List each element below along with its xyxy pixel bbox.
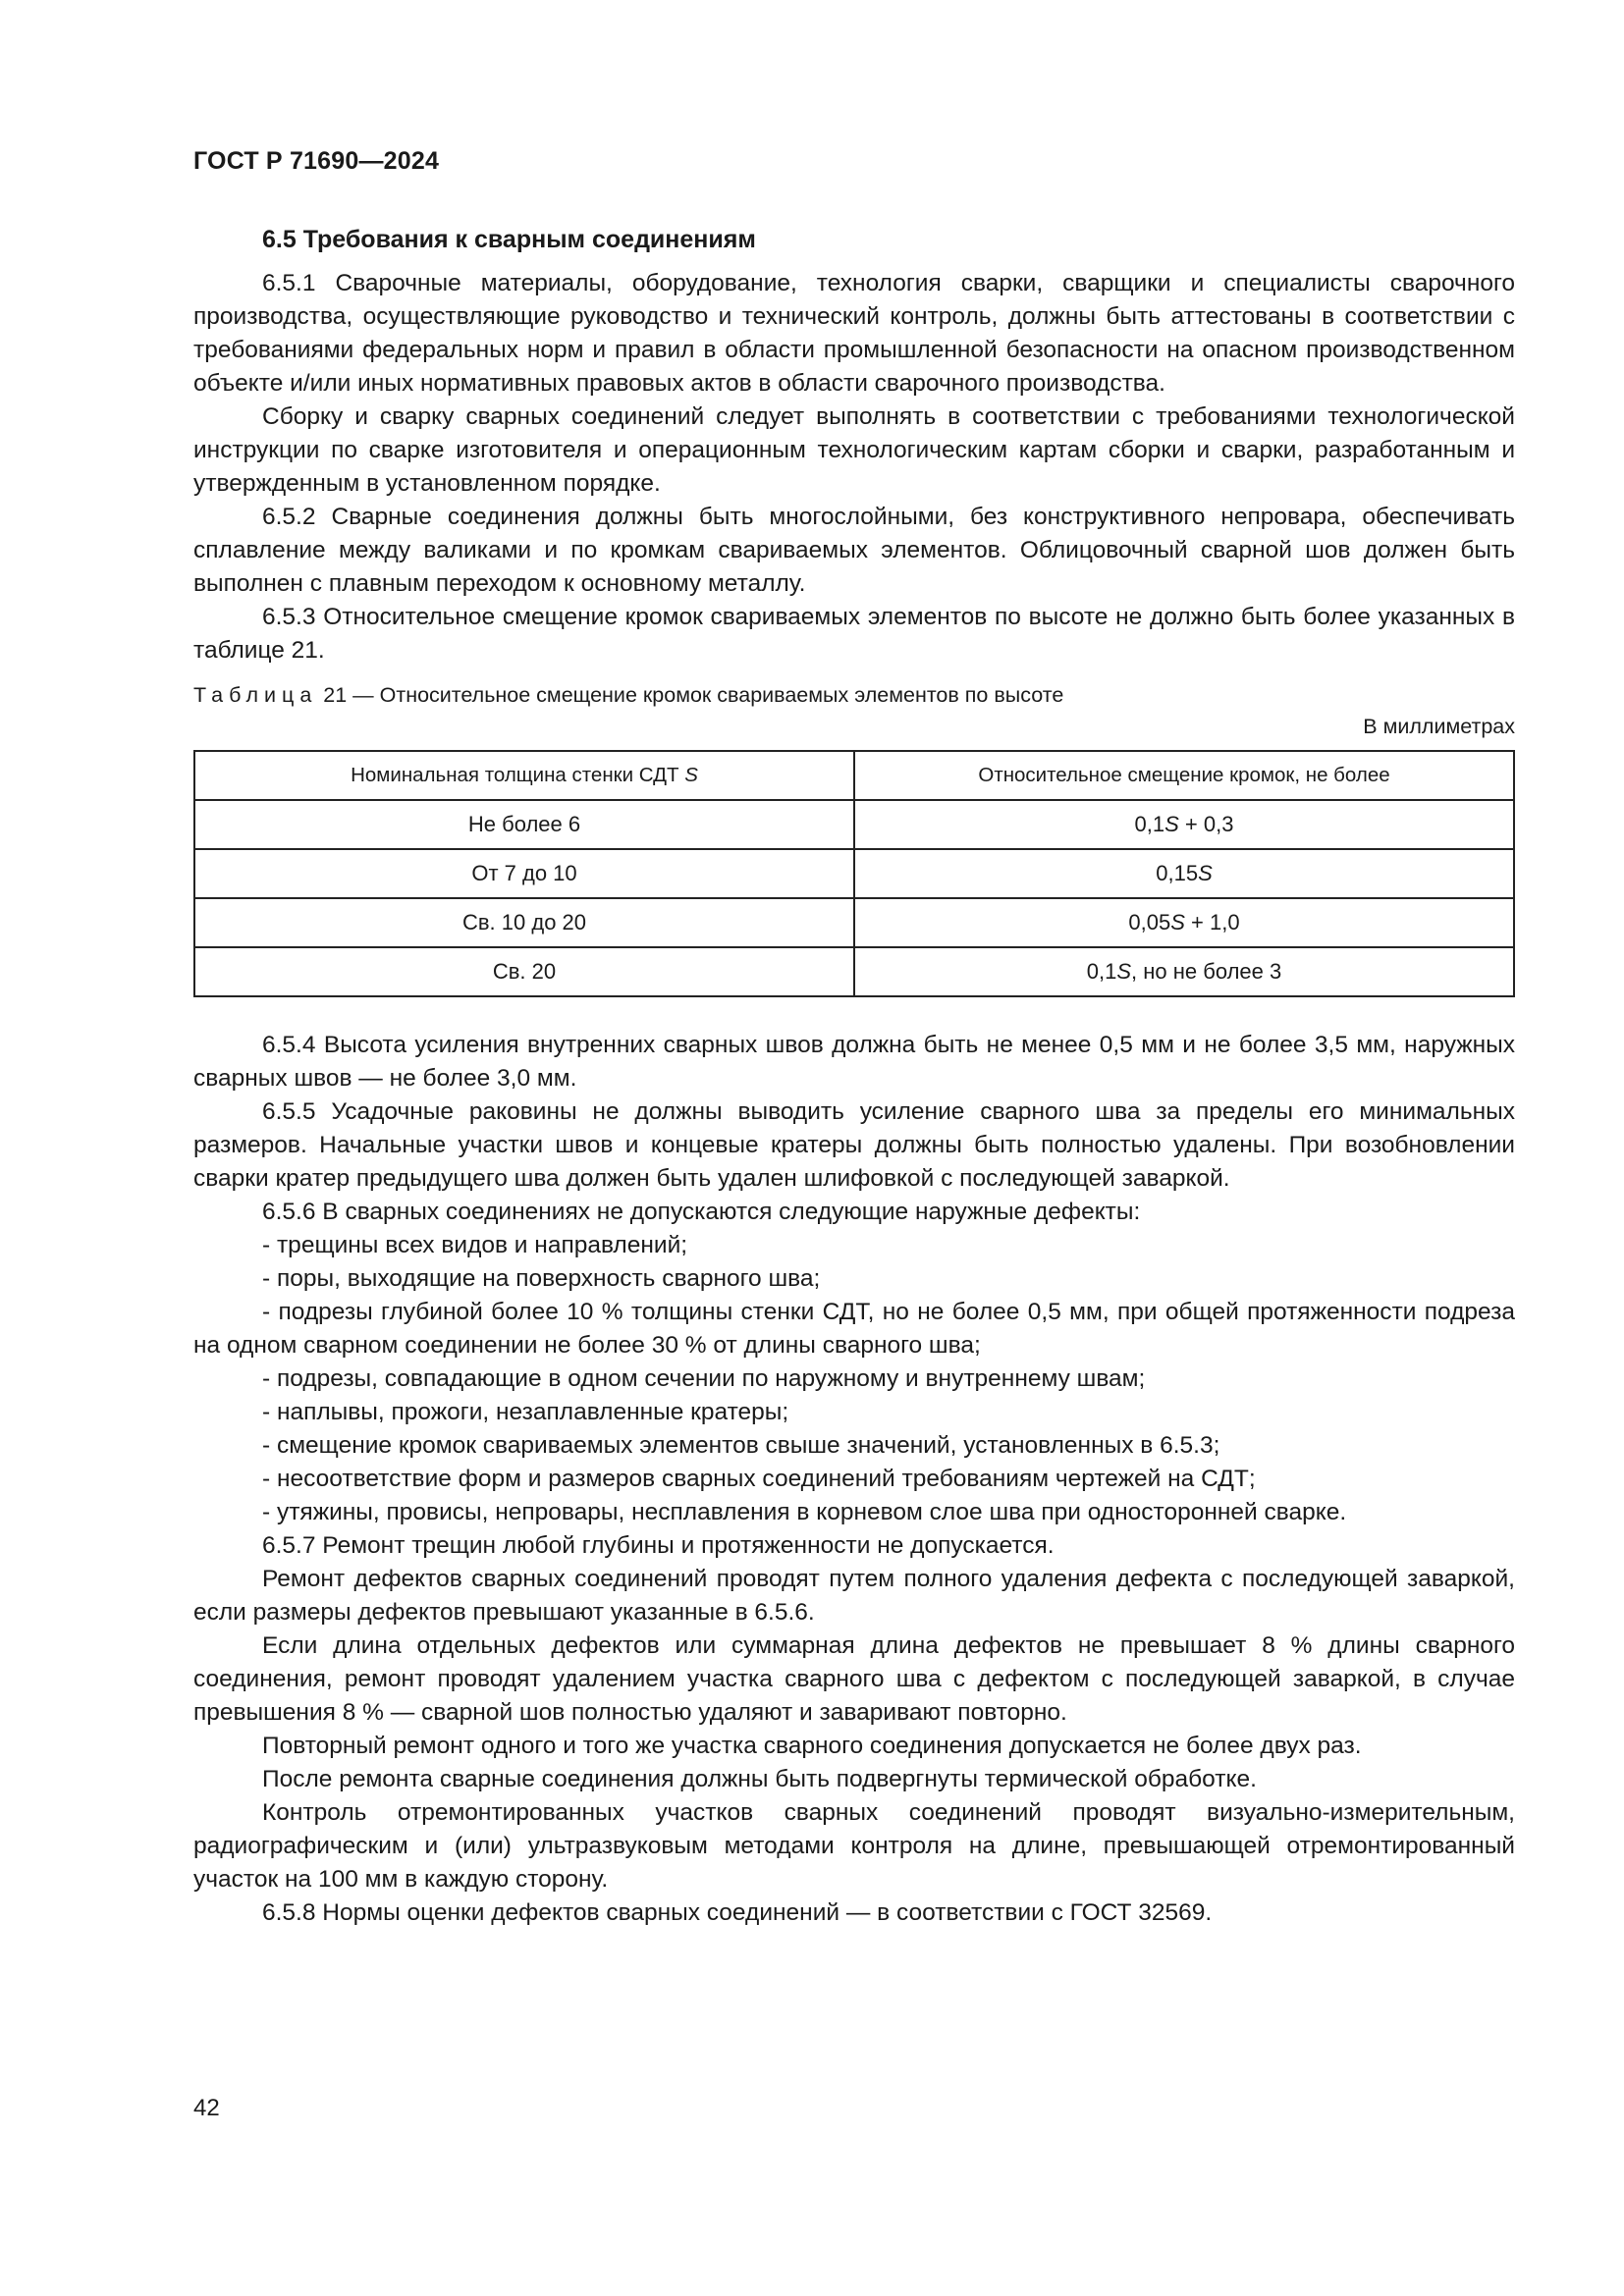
paragraph: Сборку и сварку сварных соединений следует выполнять в соответствии с требованиями технологической инструкции по сварке изготовителя и операционным технологическим картам сборки и сварки, разработанным и утвержденным в установленном порядке. — [193, 403, 1515, 497]
table-row — [194, 800, 1514, 849]
paragraph: 6.5.1 Сварочные материалы, оборудование, технология сварки, сварщики и специалисты сварочного производства, осуществляющие руководство и технический контроль, должны быть аттестованы в соответствии с требованиями федеральных норм и правил в области промышленной безопасности на опасном производственном объекте и/или иных нормативных правовых актов в области сварочного производства. — [193, 270, 1515, 397]
list-item: - смещение кромок свариваемых элементов свыше значений, установленных в 6.5.3; — [262, 1432, 1220, 1459]
offset-table — [193, 750, 1515, 997]
section-title: 6.5 Требования к сварным соединениям — [262, 226, 756, 253]
paragraph: 6.5.5 Усадочные раковины не должны выводить усиление сварного шва за пределы его минимальных размеров. Начальные участки швов и концевые кратеры должны быть полностью удалены. При возобновлении сварки кратер предыдущего шва должен быть удален шлифовкой с последующей заваркой. — [193, 1098, 1515, 1192]
paragraph: Контроль отремонтированных участков сварных соединений проводят визуально-измерительным, радиографическим и (или) ультразвуковым методами контроля на длине, превышающей отремонтированный участок на 100 мм в каждую сторону. — [193, 1799, 1515, 1893]
table-row — [194, 849, 1514, 898]
list-item: - трещины всех видов и направлений; — [262, 1232, 688, 1258]
paragraph: 6.5.8 Нормы оценки дефектов сварных соединений — в соответствии с ГОСТ 32569. — [262, 1899, 1213, 1926]
table-caption — [193, 681, 1515, 709]
paragraph: 6.5.4 Высота усиления внутренних сварных швов должна быть не менее 0,5 мм и не более 3,5 мм, наружных сварных швов — не более 3,0 мм. — [193, 1032, 1515, 1092]
paragraph: Ремонт дефектов сварных соединений проводят путем полного удаления дефекта с последующей заваркой, если размеры дефектов превышают указанные в 6.5.6. — [193, 1566, 1515, 1626]
table-row — [194, 947, 1514, 996]
paragraph: 6.5.3 Относительное смещение кромок свариваемых элементов по высоте не должно быть более указанных в таблице 21. — [193, 604, 1515, 664]
page-number: 42 — [193, 2095, 220, 2121]
list-item: - подрезы глубиной более 10 % толщины стенки СДТ, но не более 0,5 мм, при общей протяженности подреза на одном сварном соединении не более 30 % от длины сварного шва; — [193, 1299, 1515, 1359]
table-header-thickness: Номинальная толщина стенки СДТ S — [194, 751, 854, 800]
list-item: - утяжины, провисы, непровары, несплавления в корневом слое шва при односторонней сварке. — [262, 1499, 1347, 1525]
paragraph: После ремонта сварные соединения должны быть подвергнуты термической обработке. — [262, 1766, 1257, 1792]
table-header-row — [194, 751, 1514, 800]
table-cell: 0,1S, но не более 3 — [854, 947, 1514, 996]
table-cell: 0,15S — [854, 849, 1514, 898]
table-cell: Св. 20 — [194, 947, 854, 996]
paragraph: Если длина отдельных дефектов или суммарная длина дефектов не превышает 8 % длины сварного соединения, ремонт проводят удалением участка сварного шва с дефектом с последующей заваркой, в случае превышения 8 % — сварной шов полностью удаляют и заваривают повторно. — [193, 1632, 1515, 1726]
table-units: В миллиметрах — [1363, 715, 1515, 738]
table-cell: От 7 до 10 — [194, 849, 854, 898]
table-cell: Не более 6 — [194, 800, 854, 849]
table-row — [194, 898, 1514, 947]
paragraph: 6.5.6 В сварных соединениях не допускаются следующие наружные дефекты: — [262, 1199, 1141, 1225]
list-item: - поры, выходящие на поверхность сварного шва; — [262, 1265, 821, 1292]
table-caption-text: 21 — Относительное смещение кромок свариваемых элементов по высоте — [317, 683, 1064, 707]
document-header: ГОСТ Р 71690—2024 — [193, 147, 440, 175]
paragraph: 6.5.7 Ремонт трещин любой глубины и протяженности не допускается. — [262, 1532, 1055, 1559]
list-item: - несоответствие форм и размеров сварных соединений требованиям чертежей на СДТ; — [262, 1466, 1256, 1492]
paragraph: Повторный ремонт одного и того же участка сварного соединения допускается не более двух раз. — [262, 1733, 1362, 1759]
table-header-offset: Относительное смещение кромок, не более — [854, 751, 1514, 800]
list-item: - наплывы, прожоги, незаплавленные кратеры; — [262, 1399, 789, 1425]
table-cell: Св. 10 до 20 — [194, 898, 854, 947]
table-caption-word: Таблица — [193, 683, 318, 707]
page-content — [193, 223, 1515, 1930]
paragraph: 6.5.2 Сварные соединения должны быть многослойными, без конструктивного непровара, обеспечивать сплавление между валиками и по кромкам свариваемых элементов. Облицовочный сварной шов должен быть выполнен с плавным переходом к основному металлу. — [193, 504, 1515, 597]
table-cell: 0,1S + 0,3 — [854, 800, 1514, 849]
list-item: - подрезы, совпадающие в одном сечении по наружному и внутреннему швам; — [262, 1365, 1146, 1392]
table-cell: 0,05S + 1,0 — [854, 898, 1514, 947]
